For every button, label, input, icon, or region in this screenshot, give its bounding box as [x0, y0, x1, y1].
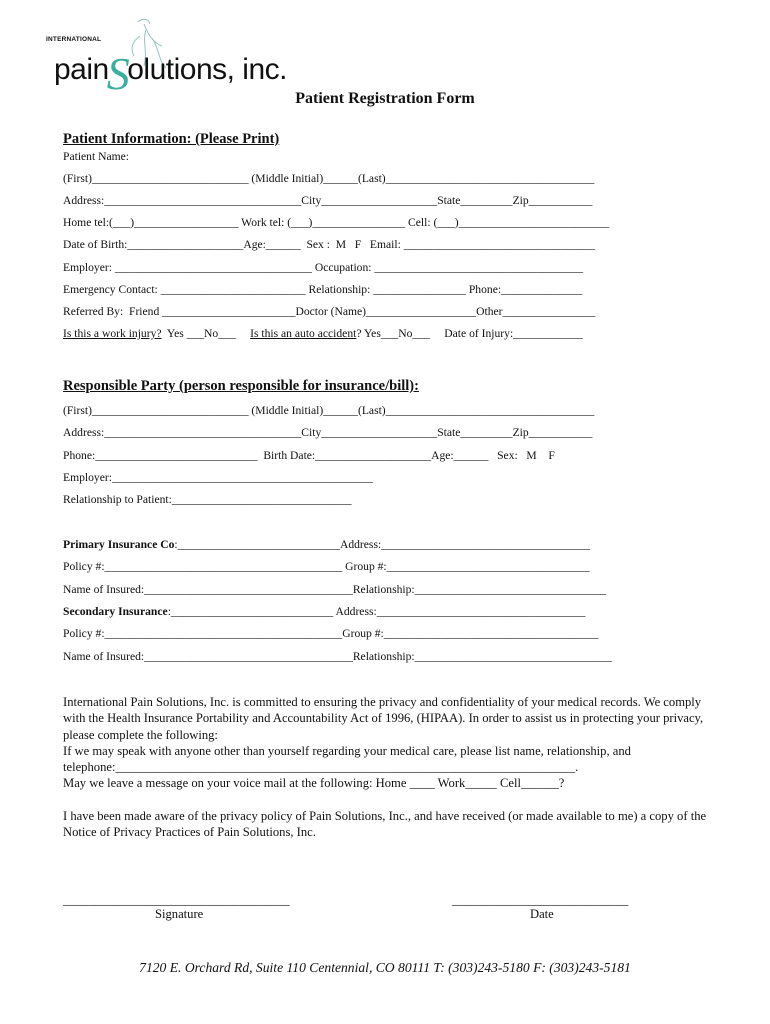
- logo-wordmark-pre: pain: [54, 53, 109, 86]
- secondary-insured-field[interactable]: Name of Insured:____________________________________Relationship:__________________________________: [63, 650, 612, 663]
- signature-label: Signature: [155, 907, 204, 921]
- signature-line[interactable]: ____________________________________: [63, 893, 290, 907]
- logo-intl-text: INTERNATIONAL: [46, 36, 102, 43]
- date-line[interactable]: ____________________________: [452, 893, 629, 907]
- logo-wordmark-s: S: [106, 48, 130, 99]
- responsible-employer-field[interactable]: Employer:_____________________________________________: [63, 471, 373, 484]
- auto-accident-answer[interactable]: ? Yes___No___ Date of Injury:____________: [356, 327, 583, 340]
- patient-name-field[interactable]: (First)___________________________ (Middle Initial)______(Last)____________________________________: [63, 172, 595, 185]
- secondary-policy-field[interactable]: Policy #:_________________________________________Group #:_____________________________________: [63, 627, 599, 640]
- date-label: Date: [530, 907, 554, 921]
- primary-insured-field[interactable]: Name of Insured:____________________________________Relationship:_________________________________: [63, 583, 606, 596]
- secondary-insurance-blank[interactable]: :____________________________ Address:____________________________________: [167, 605, 586, 618]
- footer-address: 7120 E. Orchard Rd, Suite 110 Centennial, CO 80111 T: (303)243-5180 F: (303)243-5181: [139, 960, 631, 975]
- patient-employer-field[interactable]: Employer: __________________________________ Occupation: ____________________________________: [63, 261, 584, 274]
- work-injury-answer[interactable]: Yes ___No___: [161, 327, 251, 340]
- patient-dob-field[interactable]: Date of Birth:____________________Age:______ Sex : M F Email: _________________________________: [63, 238, 596, 251]
- responsible-address-field[interactable]: Address:__________________________________City____________________State_________Zip___________: [63, 426, 593, 439]
- privacy-paragraph-voicemail[interactable]: May we leave a message on your voice mail at the following: Home ____ Work_____ Cell______?: [63, 776, 565, 791]
- responsible-party-heading: Responsible Party (person responsible for insurance/bill):: [63, 378, 419, 394]
- company-logo: [42, 16, 292, 99]
- privacy-paragraph-contacts[interactable]: If we may speak with anyone other than yourself regarding your medical care, please list name, relationship, and telephone:_________________________________________________________________________.: [63, 743, 631, 775]
- work-injury-question: Is this a work injury?: [63, 327, 162, 340]
- privacy-paragraph-hipaa: International Pain Solutions, Inc. is committed to ensuring the privacy and confidentiality of your medical records. We comply with the Health Insurance Portability and Accountability Act of 1996, (HIPAA). In order to assist us in protecting your privacy, please complete the following:: [63, 695, 704, 742]
- form-title: Patient Registration Form: [295, 90, 475, 107]
- responsible-name-field[interactable]: (First)___________________________ (Middle Initial)______(Last)____________________________________: [63, 404, 595, 417]
- logo-wordmark-post: olutions, inc.: [127, 53, 287, 86]
- patient-info-heading: Patient Information: (Please Print): [63, 131, 280, 147]
- responsible-relationship-field[interactable]: Relationship to Patient:_______________________________: [63, 493, 352, 506]
- logo-wordmark: [54, 37, 287, 99]
- patient-address-field[interactable]: Address:__________________________________City____________________State_________Zip___________: [63, 194, 593, 207]
- injury-question-row[interactable]: [63, 327, 583, 341]
- privacy-statement: [63, 694, 723, 840]
- referred-by-field[interactable]: Referred By: Friend _______________________Doctor (Name)___________________Other________________: [63, 305, 596, 318]
- patient-phone-fields[interactable]: Home tel:(___)__________________ Work tel: (___)________________ Cell: (___)__________________________: [63, 216, 610, 229]
- emergency-contact-field[interactable]: Emergency Contact: _________________________ Relationship: ________________ Phone:______________: [63, 283, 583, 296]
- primary-insurance-label: Primary Insurance Co: [63, 538, 175, 551]
- primary-policy-field[interactable]: Policy #:_________________________________________ Group #:___________________________________: [63, 560, 590, 573]
- secondary-insurance-field[interactable]: [63, 605, 585, 619]
- primary-insurance-blank[interactable]: :____________________________Address:____________________________________: [174, 538, 590, 551]
- primary-insurance-field[interactable]: [63, 538, 590, 552]
- patient-name-label: Patient Name:: [63, 150, 130, 163]
- auto-accident-question: Is this an auto accident: [250, 327, 357, 340]
- secondary-insurance-label: Secondary Insurance: [63, 605, 168, 618]
- privacy-acknowledgement: I have been made aware of the privacy policy of Pain Solutions, Inc., and have received (or made available to me) a copy of the Notice of Privacy Practices of Pain Solutions, Inc.: [63, 808, 707, 840]
- responsible-phone-field[interactable]: Phone:____________________________ Birth Date:____________________Age:______ Sex: M F: [63, 449, 555, 462]
